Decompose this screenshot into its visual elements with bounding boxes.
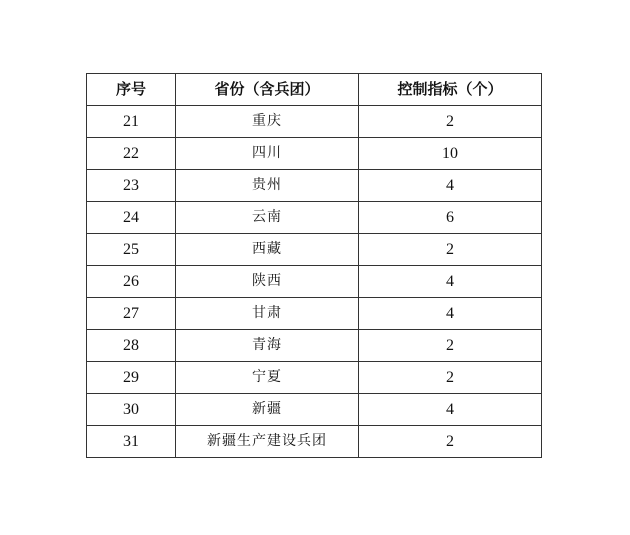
table-row [87,266,542,298]
row-province: 甘肃 [176,298,359,330]
row-province: 西藏 [176,234,359,266]
header-row [87,74,542,106]
row-quota: 4 [359,394,542,426]
table-row [87,106,542,138]
table-row [87,234,542,266]
table-row [87,394,542,426]
row-province: 四川 [176,138,359,170]
table-body [87,106,542,458]
table-row [87,138,542,170]
row-province: 贵州 [176,170,359,202]
row-quota: 2 [359,106,542,138]
row-quota: 4 [359,298,542,330]
row-quota: 2 [359,426,542,458]
table-header [87,74,542,106]
row-province: 重庆 [176,106,359,138]
row-quota: 6 [359,202,542,234]
table-row [87,330,542,362]
row-index: 21 [87,106,176,138]
row-quota: 2 [359,362,542,394]
row-province: 新疆生产建设兵团 [176,426,359,458]
quota-table [86,73,542,458]
row-province: 云南 [176,202,359,234]
row-index: 26 [87,266,176,298]
table-row [87,362,542,394]
row-province: 宁夏 [176,362,359,394]
row-index: 28 [87,330,176,362]
header-quota: 控制指标（个） [359,74,542,106]
header-index: 序号 [87,74,176,106]
row-index: 23 [87,170,176,202]
table-row [87,426,542,458]
row-index: 25 [87,234,176,266]
row-province: 新疆 [176,394,359,426]
header-province: 省份（含兵团） [176,74,359,106]
row-index: 22 [87,138,176,170]
row-index: 27 [87,298,176,330]
row-index: 24 [87,202,176,234]
row-province: 青海 [176,330,359,362]
row-quota: 4 [359,266,542,298]
row-index: 31 [87,426,176,458]
table-row [87,170,542,202]
row-index: 30 [87,394,176,426]
table-row [87,298,542,330]
row-quota: 2 [359,330,542,362]
row-quota: 4 [359,170,542,202]
row-quota: 10 [359,138,542,170]
row-province: 陕西 [176,266,359,298]
row-quota: 2 [359,234,542,266]
row-index: 29 [87,362,176,394]
table-row [87,202,542,234]
